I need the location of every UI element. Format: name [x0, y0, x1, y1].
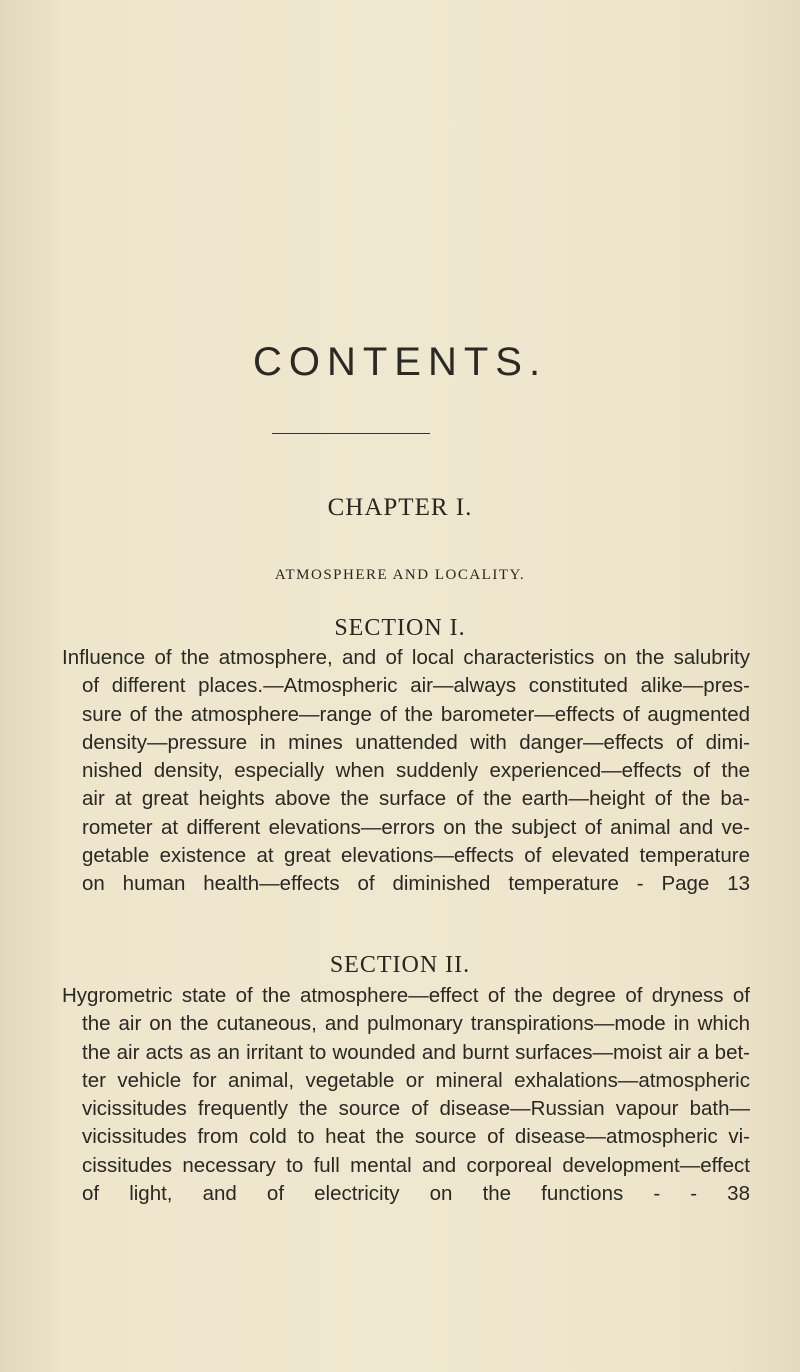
summary-line: sure of the atmosphere—range of the barometer—effects of augmented [82, 702, 750, 726]
summary-line: getable existence at great elevations—effects of elevated temperature [82, 844, 750, 868]
summary-line: of different places.—Atmospheric air—always constituted alike—pres- [82, 674, 750, 698]
summary-line: ter vehicle for animal, vegetable or mineral exhalations—atmospheric [82, 1068, 750, 1092]
section-1-heading: SECTION I. [334, 615, 466, 641]
section-2-heading: SECTION II. [329, 952, 471, 978]
summary-line: cissitudes necessary to full mental and corporeal development—effect [82, 1153, 750, 1177]
summary-line: rometer at different elevations—errors on the subject of animal and ve- [82, 815, 750, 839]
section-1-summary [62, 644, 750, 899]
chapter-heading: CHAPTER I. [327, 494, 473, 521]
summary-line: vicissitudes frequently the source of disease—Russian vapour bath— [82, 1097, 750, 1121]
summary-line: Influence of the atmosphere, and of local characteristics on the salubrity [62, 646, 750, 669]
summary-line-with-page-ref: of light, and of electricity on the functions - - 38 [82, 1182, 750, 1206]
summary-line-with-page-ref: on human health—effects of diminished temperature - Page 13 [82, 872, 750, 896]
section-2-summary [62, 982, 750, 1208]
chapter-subject: ATMOSPHERE AND LOCALITY. [274, 567, 526, 583]
summary-line: the air on the cutaneous, and pulmonary transpirations—mode in which [82, 1012, 750, 1036]
summary-line: vicissitudes from cold to heat the source of disease—atmospheric vi- [82, 1125, 750, 1149]
summary-line: nished density, especially when suddenly experienced—effects of the [82, 759, 750, 783]
contents-title: CONTENTS. [252, 340, 548, 384]
summary-line: the air acts as an irritant to wounded and burnt surfaces—moist air a bet- [82, 1040, 750, 1064]
summary-line: air at great heights above the surface of the earth—height of the ba- [82, 787, 750, 811]
summary-line: density—pressure in mines unattended with danger—effects of dimi- [82, 730, 750, 754]
title-rule [272, 433, 430, 434]
summary-line: Hygrometric state of the atmosphere—effect of the degree of dryness of [62, 984, 750, 1007]
